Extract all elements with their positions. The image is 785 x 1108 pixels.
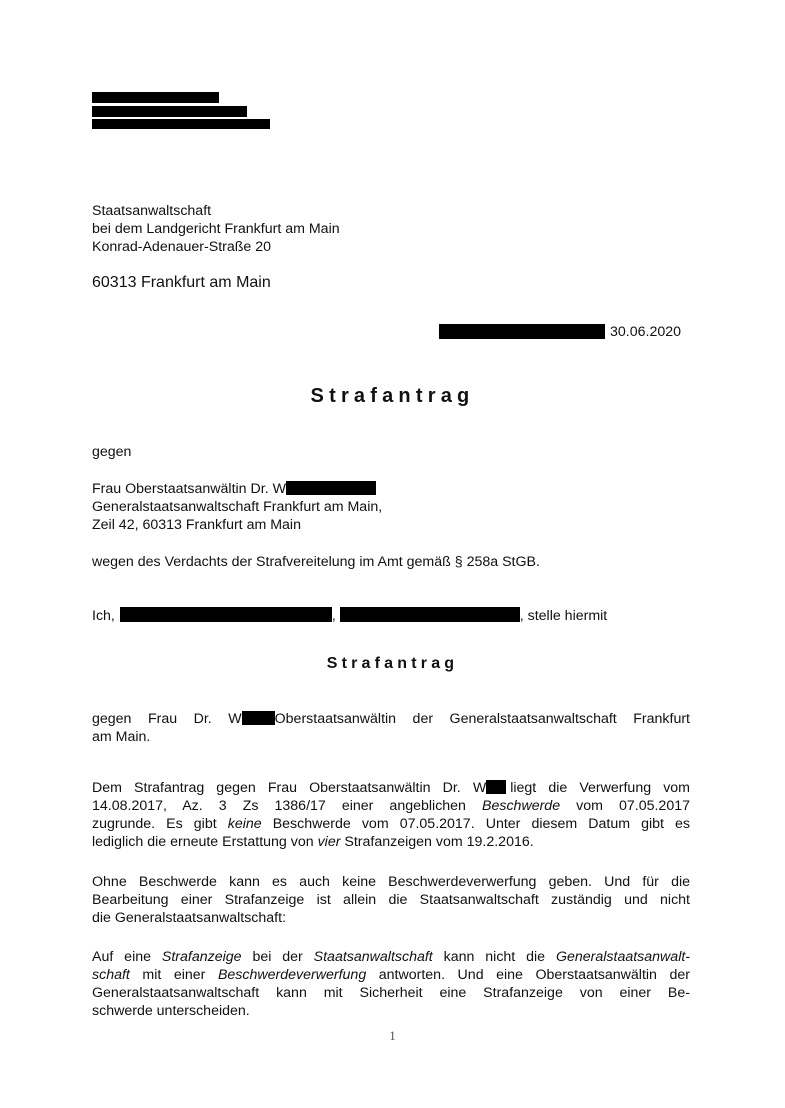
paragraph-3-line-1: Ohne Beschwerde kann es auch keine Beschwerdeverwerfung geben. Und für die [92, 874, 690, 890]
p2-l3b: Beschwerde vom 07.05.2017. Unter diesem Datum gibt es [261, 816, 691, 832]
document-title: Strafantrag [310, 385, 475, 407]
p4-l1c: kann nicht die [432, 949, 556, 965]
p4-l2a: mit einer [129, 967, 218, 983]
p4-l1b: bei der [241, 949, 314, 965]
paragraph-2-line-2 [92, 797, 690, 815]
p4-l1em2: Staatsanwaltschaft [313, 949, 433, 965]
p4-l1em3: Generalstaatsanwalt- [555, 949, 691, 965]
p4-l2em2: Beschwerdeverwerfung [217, 967, 367, 983]
p2-l1b: liegt die Verwerfung vom [510, 780, 690, 796]
paragraph-4-line-3: Generalstaatsanwaltschaft kann mit Sicherheit eine Strafanzeige von einer Be- [92, 985, 690, 1001]
p2-l3a: zugrunde. Es gibt [92, 816, 228, 832]
p4-l2em1: schaft [92, 967, 130, 983]
redacted-applicant-name [120, 607, 332, 622]
p4-l2b: antworten. Und eine Oberstaatsanwältin der [366, 967, 690, 983]
p1-text-a: gegen Frau Dr. W [92, 711, 242, 727]
p2-l2b: vom 07.05.2017 [560, 798, 690, 814]
accused-name-prefix: Frau Oberstaatsanwältin Dr. W [92, 481, 286, 497]
applicant-line [92, 607, 607, 625]
recipient-line-3: Konrad-Adenauer-Straße 20 [92, 239, 272, 255]
accused-line-1 [92, 480, 376, 498]
redacted-accused-short [242, 711, 275, 725]
redacted-accused-short-2 [486, 780, 506, 794]
paragraph-4-line-2 [92, 966, 690, 984]
applicant-comma: , [331, 608, 336, 624]
redacted-sender-name [92, 92, 219, 103]
p4-l1a: Auf eine [92, 949, 162, 965]
p4-l1em1: Strafanzeige [161, 949, 242, 965]
redacted-sender-city [92, 119, 270, 129]
paragraph-1-line-2: am Main. [92, 729, 151, 745]
recipient-line-2: bei dem Landgericht Frankfurt am Main [92, 221, 340, 237]
page-number: 1 [389, 1028, 396, 1043]
gegen-label: gegen [92, 444, 132, 460]
paragraph-3-line-2: Bearbeitung einer Strafanzeige ist allein die Staatsanwaltschaft zuständig und nicht [92, 892, 690, 908]
redacted-accused-name [286, 481, 376, 495]
applicant-prefix: Ich, [92, 608, 115, 624]
accused-line-3: Zeil 42, 60313 Frankfurt am Main [92, 517, 301, 533]
charge-reason: wegen des Verdachts der Strafvereitelung im Amt gemäß § 258a StGB. [92, 554, 540, 570]
paragraph-1-line-1 [92, 710, 690, 728]
p2-l2a: 14.08.2017, Az. 3 Zs 1386/17 einer angeblichen [92, 798, 483, 814]
p2-l2em: Beschwerde [482, 798, 561, 814]
recipient-line-1: Staatsanwaltschaft [92, 203, 212, 219]
redacted-place [439, 324, 605, 339]
letter-date: 30.06.2020 [610, 324, 682, 340]
p1-text-b: Oberstaatsanwältin der Generalstaatsanwaltschaft Frankfurt [274, 711, 691, 727]
p2-l1a: Dem Strafantrag gegen Frau Oberstaatsanwältin Dr. W [92, 780, 487, 796]
p2-l4a: lediglich die erneute Erstattung von [92, 834, 318, 850]
paragraph-4-line-1 [92, 948, 690, 966]
section-title: Strafantrag [326, 655, 459, 672]
accused-line-2: Generalstaatsanwaltschaft Frankfurt am Main, [92, 499, 383, 515]
p2-l4em: vier [317, 834, 341, 850]
redacted-applicant-address [340, 607, 520, 622]
applicant-suffix: , stelle hiermit [519, 608, 608, 624]
p2-l3em: keine [227, 816, 262, 832]
paragraph-2-line-1 [92, 779, 690, 797]
redacted-sender-street [92, 106, 247, 117]
paragraph-4-line-4: schwerde unterscheiden. [92, 1003, 250, 1019]
paragraph-2-line-3 [92, 815, 690, 833]
recipient-city: 60313 Frankfurt am Main [92, 274, 271, 291]
paragraph-2-line-4 [92, 833, 534, 851]
p2-l4b: Strafanzeigen vom 19.2.2016. [340, 834, 534, 850]
paragraph-3-line-3: die Generalstaatsanwaltschaft: [92, 910, 287, 926]
